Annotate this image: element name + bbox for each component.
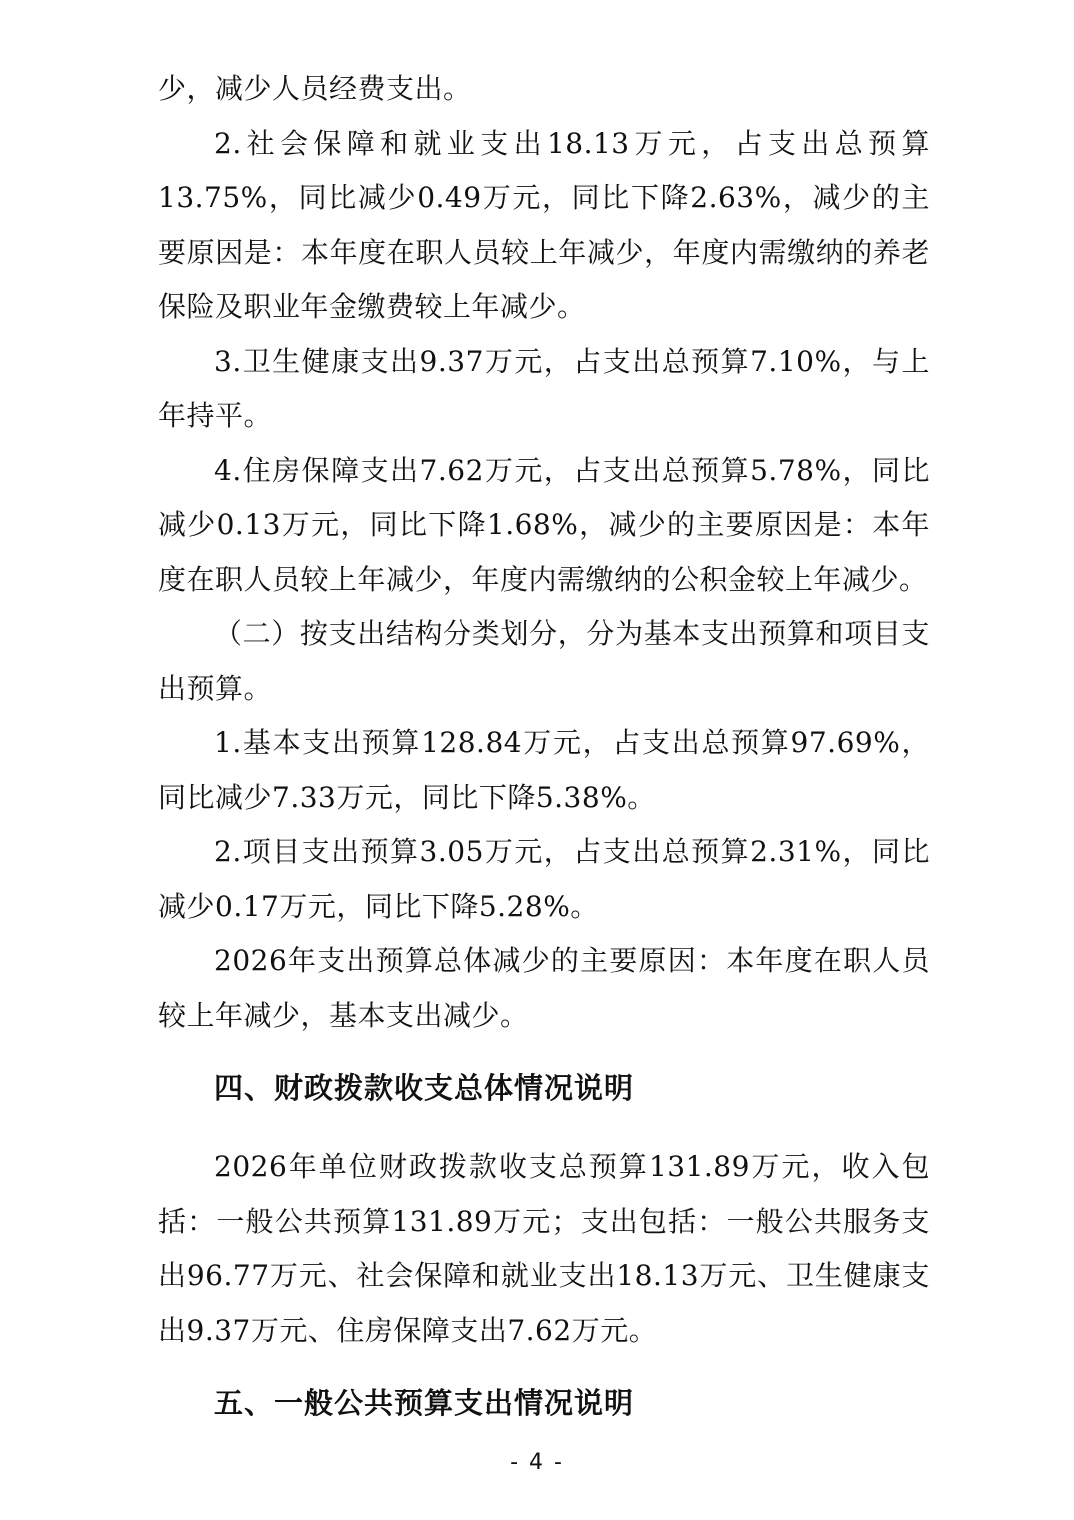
section-4-body: [158, 1140, 930, 1358]
paragraph-health: 3.卫生健康支出9.37万元，占支出总预算7.10%，与上年持平。: [158, 344, 930, 432]
paragraph-expenditure-structure: （二）按支出结构分类划分，分为基本支出预算和项目支出预算。: [158, 617, 930, 705]
paragraph-housing: 4.住房保障支出7.62万元，占支出总预算5.78%，同比减少0.13万元，同比下降1.68%，减少的主要原因是：本年度在职人员较上年减少，年度内需缴纳的公积金较上年减少。: [158, 453, 930, 596]
body-text-block: [158, 62, 930, 1043]
paragraph-decrease-reason: 2026年支出预算总体减少的主要原因：本年度在职人员较上年减少，基本支出减少。: [158, 944, 930, 1032]
section-heading-4: 四、财政拨款收支总体情况说明: [214, 1071, 635, 1105]
paragraph-basic-expenditure: 1.基本支出预算128.84万元，占支出总预算97.69%，同比减少7.33万元，同比下降5.38%。: [158, 726, 930, 814]
paragraph-continuation: 少，减少人员经费支出。: [158, 72, 472, 105]
paragraph-fiscal-overview: 2026年单位财政拨款收支总预算131.89万元，收入包括：一般公共预算131.89万元；支出包括：一般公共服务支出96.77万元、社会保障和就业支出18.13万元、卫生健康支出9.37万元、住房保障支出7.62万元。: [158, 1150, 930, 1347]
paragraph-project-expenditure: 2.项目支出预算3.05万元，占支出总预算2.31%，同比减少0.17万元，同比下降5.28%。: [158, 835, 930, 923]
section-heading-5: 五、一般公共预算支出情况说明: [214, 1386, 635, 1420]
page-number: - 4 -: [510, 1450, 564, 1475]
paragraph-social-security: 2.社会保障和就业支出18.13万元，占支出总预算13.75%，同比减少0.49万元，同比下降2.63%，减少的主要原因是：本年度在职人员较上年减少，年度内需缴纳的养老保险及职业年金缴费较上年减少。: [158, 126, 930, 323]
